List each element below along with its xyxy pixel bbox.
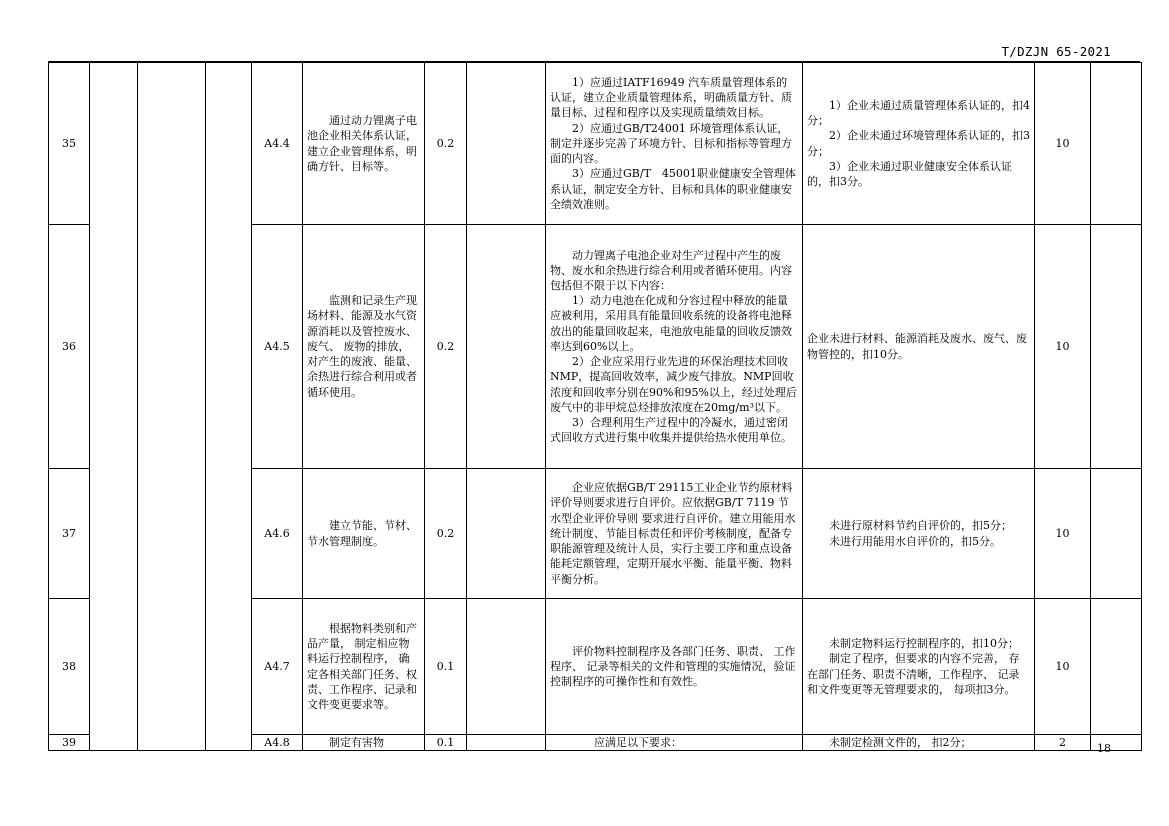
blank-cell [467,469,546,599]
indicator-name: 制定有害物 [303,735,425,751]
remark-cell [1091,63,1142,225]
score-cell: 10 [1035,599,1091,735]
scoring-cell: 企业未进行材料、能源消耗及废水、废气、废物管控的，扣10分。 [803,225,1035,469]
score-cell: 10 [1035,63,1091,225]
row-number: 36 [49,225,90,469]
score-cell: 10 [1035,225,1091,469]
level3-cell [206,63,252,751]
row-number: 39 [49,735,90,751]
scoring-cell: 未制定检测文件的， 扣2分； [803,735,1035,751]
requirement-cell: 1）应通过IATF16949 汽车质量管理体系的认证，建立企业质量管理体系，明确质量方针、质量目标、过程和程序以及实现质量绩效目标。 2）应通过GB/T24001 环境管理体系认证，制定并逐步完善了环境方针、目标和指标等管理方面的内容。 3）应通过GB/T 45001职业健康安全管理体系认证，制定安全方针、目标和具体的职业健康安全绩效准则。 [546,63,803,225]
blank-cell [467,225,546,469]
remark-cell [1091,225,1142,469]
indicator-code: A4.5 [252,225,303,469]
indicator-weight: 0.2 [425,469,467,599]
row-number: 37 [49,469,90,599]
indicator-code: A4.8 [252,735,303,751]
indicator-name: 监测和记录生产现场材料、能源及水气资源消耗以及管控废水、废气、 废物的排放，对产生的废液、能量、余热进行综合利用或者循环使用。 [303,225,425,469]
document-code: T/DZJN 65-2021 [1001,44,1111,59]
page-number: 18 [1097,742,1111,755]
scoring-cell: 未制定物料运行控制程序的，扣10分； 制定了程序，但要求的内容不完善， 存在部门任务、职责不清晰，工作程序、 记录和文件变更等无管理要求的， 每项扣3分。 [803,599,1035,735]
indicator-code: A4.4 [252,63,303,225]
table-row [49,63,1142,225]
indicator-name: 根据物料类别和产品产量， 制定相应物料运行控制程序， 确定各相关部门任务、权责、工作程序、记录和文件变更要求等。 [303,599,425,735]
blank-cell [467,599,546,735]
remark-cell [1091,469,1142,599]
indicator-code: A4.6 [252,469,303,599]
requirement-cell: 评价物料控制程序及各部门任务、职责、 工作程序、 记录等相关的文件和管理的实施情况，验证控制程序的可操作性和有效性。 [546,599,803,735]
indicator-code: A4.7 [252,599,303,735]
scoring-cell: 1）企业未通过质量管理体系认证的，扣4分； 2）企业未通过环境管理体系认证的，扣3分； 3）企业未通过职业健康安全体系认证的，扣3分。 [803,63,1035,225]
indicator-weight: 0.2 [425,225,467,469]
blank-cell [467,63,546,225]
row-number: 38 [49,599,90,735]
remark-cell [1091,599,1142,735]
requirement-cell: 企业应依据GB/T 29115工业企业节约原材料评价导则要求进行自评价。应依据GB/T 7119 节水型企业评价导则 要求进行自评价。建立用能用水统计制度、节能目标责任和评价考核制度，配备专职能源管理及统计人员，实行主要工序和重点设备能耗定额管理，定期开展水平衡、能量平衡、物料平衡分析。 [546,469,803,599]
score-cell: 2 [1035,735,1091,751]
indicator-name: 建立节能、节材、节水管理制度。 [303,469,425,599]
level2-cell [138,63,206,751]
evaluation-table [48,62,1142,751]
score-cell: 10 [1035,469,1091,599]
row-number: 35 [49,63,90,225]
requirement-cell: 动力锂离子电池企业对生产过程中产生的废物、废水和余热进行综合利用或者循环使用。内容包括但不限于以下内容： 1）动力电池在化成和分容过程中释放的能量应被利用，采用具有能量回收系统的设备将电池释放出的能量回收起来，电池放电能量的回收反馈效率达到60%以上。 2）企业应采用行业先进的环保治理技术回收NMP，提高回收效率，减少废气排放。NMP回收浓度和回收率分别在90%和95%以上，经过处理后废气中的非甲烷总烃排放浓度在20mg/m³以下。 3）合理利用生产过程中的冷凝水，通过密闭式回收方式进行集中收集并提供给热水使用单位。 [546,225,803,469]
blank-cell [467,735,546,751]
scoring-cell: 未进行原材料节约自评价的，扣5分； 未进行用能用水自评价的，扣5分。 [803,469,1035,599]
indicator-name: 通过动力锂离子电池企业相关体系认证，建立企业管理体系，明确方针、目标等。 [303,63,425,225]
level1-cell [90,63,138,751]
requirement-cell: 应满足以下要求： [546,735,803,751]
indicator-weight: 0.1 [425,735,467,751]
indicator-weight: 0.2 [425,63,467,225]
indicator-weight: 0.1 [425,599,467,735]
